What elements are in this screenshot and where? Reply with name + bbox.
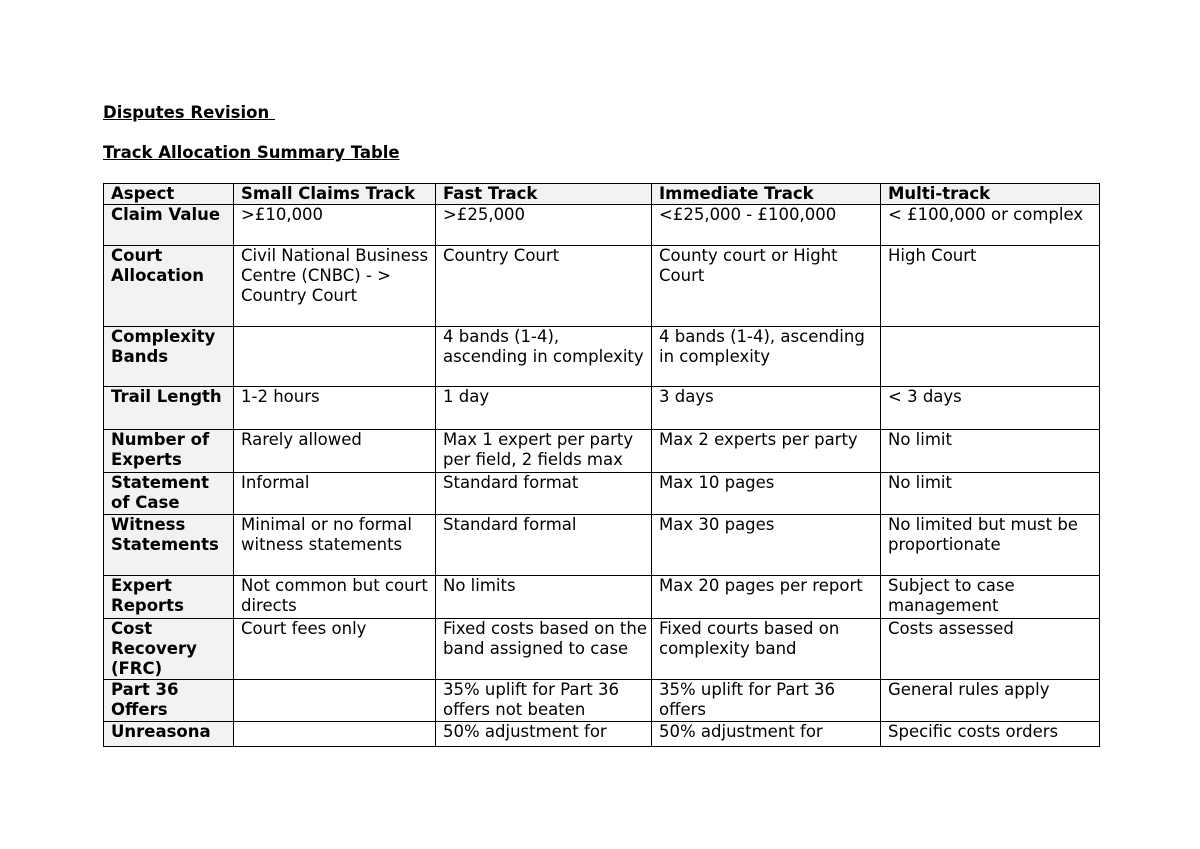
row-aspect: Trail Length	[104, 387, 234, 430]
cell-multi-track: General rules apply	[881, 680, 1100, 722]
track-allocation-table	[103, 183, 1100, 747]
cell-fast-track: >£25,000	[436, 205, 652, 246]
table-row	[104, 205, 1100, 246]
cell-immediate-track: 50% adjustment for	[652, 722, 881, 747]
cell-fast-track: Standard formal	[436, 515, 652, 576]
cell-multi-track: No limit	[881, 430, 1100, 473]
header-fast-track: Fast Track	[436, 184, 652, 205]
row-aspect: Claim Value	[104, 205, 234, 246]
table-row	[104, 387, 1100, 430]
cell-small-claims: Rarely allowed	[234, 430, 436, 473]
cell-fast-track: Standard format	[436, 473, 652, 515]
cell-small-claims	[234, 722, 436, 747]
cell-immediate-track: Max 2 experts per party	[652, 430, 881, 473]
document-title: Disputes Revision	[103, 103, 275, 122]
cell-multi-track: Subject to case management	[881, 576, 1100, 619]
cell-fast-track: 50% adjustment for	[436, 722, 652, 747]
table-header-row	[104, 184, 1100, 205]
cell-immediate-track: 3 days	[652, 387, 881, 430]
cell-multi-track: < 3 days	[881, 387, 1100, 430]
table-row	[104, 246, 1100, 327]
cell-multi-track: < £100,000 or complex	[881, 205, 1100, 246]
cell-fast-track: Max 1 expert per party per field, 2 fields max	[436, 430, 652, 473]
cell-small-claims	[234, 327, 436, 387]
cell-immediate-track: County court or Hight Court	[652, 246, 881, 327]
cell-multi-track: No limited but must be proportionate	[881, 515, 1100, 576]
cell-multi-track: Costs assessed	[881, 619, 1100, 680]
table-title: Track Allocation Summary Table	[103, 143, 400, 162]
row-aspect: Unreasona	[104, 722, 234, 747]
row-aspect: Cost Recovery (FRC)	[104, 619, 234, 680]
cell-fast-track: 4 bands (1-4), ascending in complexity	[436, 327, 652, 387]
row-aspect: Complexity Bands	[104, 327, 234, 387]
header-small-claims-track: Small Claims Track	[234, 184, 436, 205]
header-immediate-track: Immediate Track	[652, 184, 881, 205]
cell-small-claims: >£10,000	[234, 205, 436, 246]
cell-fast-track: No limits	[436, 576, 652, 619]
cell-immediate-track: <£25,000 - £100,000	[652, 205, 881, 246]
row-aspect: Court Allocation	[104, 246, 234, 327]
table-row	[104, 473, 1100, 515]
cell-multi-track: Specific costs orders	[881, 722, 1100, 747]
cell-multi-track: No limit	[881, 473, 1100, 515]
table-row	[104, 327, 1100, 387]
table-row	[104, 680, 1100, 722]
cell-immediate-track: Max 30 pages	[652, 515, 881, 576]
table-row	[104, 515, 1100, 576]
cell-small-claims: 1-2 hours	[234, 387, 436, 430]
cell-small-claims	[234, 680, 436, 722]
cell-immediate-track: 4 bands (1-4), ascending in complexity	[652, 327, 881, 387]
row-aspect: Witness Statements	[104, 515, 234, 576]
cell-fast-track: 1 day	[436, 387, 652, 430]
cell-immediate-track: 35% uplift for Part 36 offers	[652, 680, 881, 722]
header-multi-track: Multi-track	[881, 184, 1100, 205]
cell-small-claims: Informal	[234, 473, 436, 515]
cell-multi-track: High Court	[881, 246, 1100, 327]
table-row	[104, 576, 1100, 619]
row-aspect: Expert Reports	[104, 576, 234, 619]
cell-fast-track: 35% uplift for Part 36 offers not beaten	[436, 680, 652, 722]
table-row	[104, 722, 1100, 747]
row-aspect: Part 36 Offers	[104, 680, 234, 722]
cell-immediate-track: Fixed courts based on complexity band	[652, 619, 881, 680]
row-aspect: Number of Experts	[104, 430, 234, 473]
header-aspect: Aspect	[104, 184, 234, 205]
cell-multi-track	[881, 327, 1100, 387]
cell-immediate-track: Max 10 pages	[652, 473, 881, 515]
table-row	[104, 619, 1100, 680]
cell-small-claims: Court fees only	[234, 619, 436, 680]
cell-immediate-track: Max 20 pages per report	[652, 576, 881, 619]
cell-small-claims: Minimal or no formal witness statements	[234, 515, 436, 576]
cell-small-claims: Not common but court directs	[234, 576, 436, 619]
table-row	[104, 430, 1100, 473]
cell-fast-track: Country Court	[436, 246, 652, 327]
cell-fast-track: Fixed costs based on the band assigned to case	[436, 619, 652, 680]
row-aspect: Statement of Case	[104, 473, 234, 515]
cell-small-claims: Civil National Business Centre (CNBC) - > Country Court	[234, 246, 436, 327]
